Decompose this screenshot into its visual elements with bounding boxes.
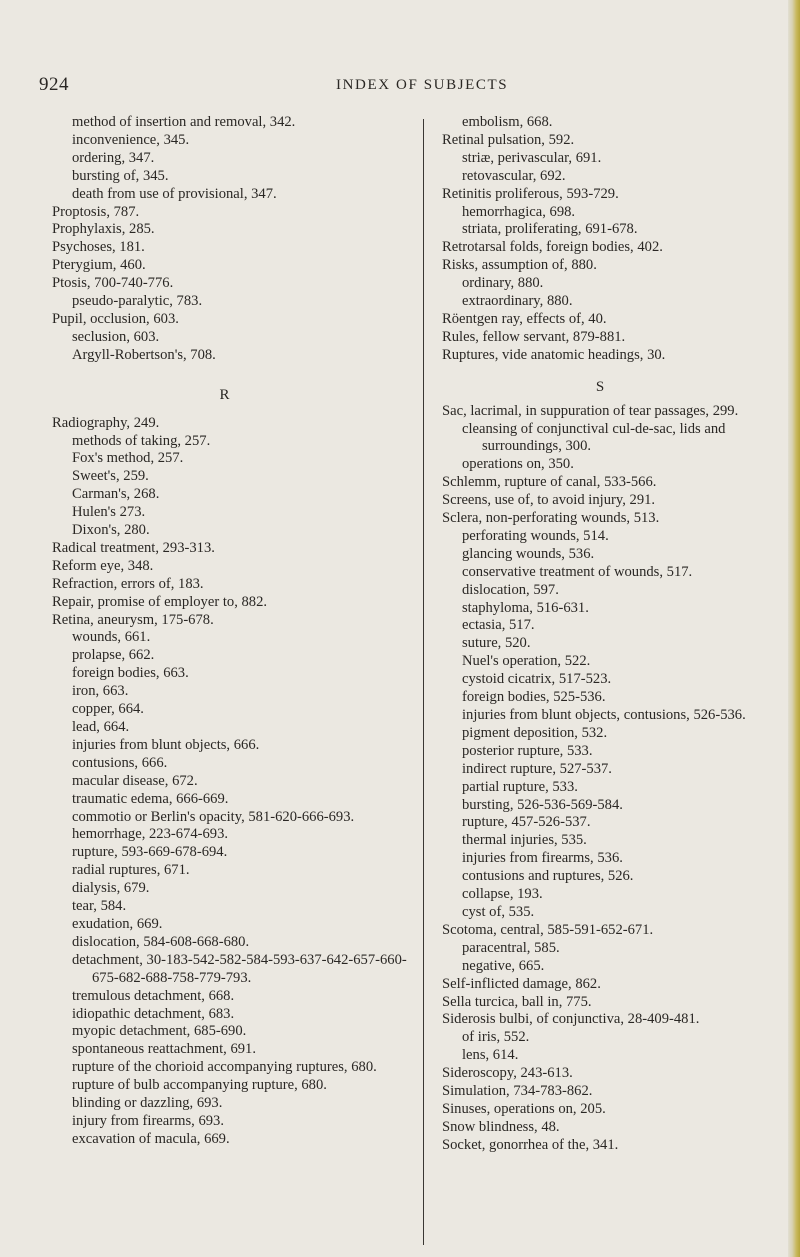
index-subentry: injuries from blunt objects, 666. <box>72 736 260 753</box>
index-subentry: perforating wounds, 514. <box>462 527 609 544</box>
index-subentry: rupture of the chorioid accompanying ruptures, 680. <box>72 1059 377 1076</box>
section-letter-r: R <box>219 386 230 403</box>
page-edge <box>788 0 800 1257</box>
index-entry: Socket, gonorrhea of the, 341. <box>442 1136 619 1153</box>
index-subentry: foreign bodies, 663. <box>72 665 189 682</box>
index-subentry: seclusion, 603. <box>72 328 160 345</box>
index-subentry: indirect rupture, 527-537. <box>462 760 612 777</box>
column-divider <box>423 119 424 1245</box>
index-entry: Radical treatment, 293-313. <box>52 539 215 556</box>
page-number: 924 <box>39 74 69 95</box>
index-subentry: cyst of, 535. <box>462 903 535 920</box>
left-index-block-p <box>52 114 409 365</box>
index-subentry: cystoid cicatrix, 517-523. <box>462 671 612 688</box>
index-subentry: injuries from firearms, 536. <box>462 850 623 867</box>
index-entry: Prophylaxis, 285. <box>52 221 155 238</box>
running-head: INDEX OF SUBJECTS <box>336 77 509 93</box>
index-subentry: posterior rupture, 533. <box>462 742 593 759</box>
index-subentry: contusions and ruptures, 526. <box>462 868 634 885</box>
index-subentry: embolism, 668. <box>462 114 553 130</box>
index-entry: Rules, fellow servant, 879-881. <box>442 328 626 345</box>
index-entry: Sinuses, operations on, 205. <box>442 1100 606 1117</box>
index-entry: Psychoses, 181. <box>52 239 145 256</box>
index-subentry: injuries from blunt objects, contusions, 526-536. <box>462 707 746 723</box>
index-subentry: operations on, 350. <box>462 456 574 473</box>
index-subentry: exudation, 669. <box>72 915 163 932</box>
index-entry: Reform eye, 348. <box>52 557 154 574</box>
index-subentry: death from use of provisional, 347. <box>72 185 277 202</box>
index-subentry: Nuel's operation, 522. <box>462 653 591 670</box>
index-subentry: iron, 663. <box>72 683 129 700</box>
index-subentry: macular disease, 672. <box>72 772 198 789</box>
index-subentry: contusions, 666. <box>72 754 168 771</box>
index-entry: Repair, promise of employer to, 882. <box>52 593 268 610</box>
index-subentry: commotio or Berlin's opacity, 581-620-666-693. <box>72 808 355 825</box>
index-subentry: bursting of, 345. <box>72 167 169 184</box>
index-subentry: rupture of bulb accompanying rupture, 680. <box>72 1077 327 1094</box>
index-subentry: Sweet's, 259. <box>72 468 149 485</box>
index-subentry: method of insertion and removal, 342. <box>72 114 296 130</box>
index-subentry: ordering, 347. <box>72 149 155 166</box>
index-subentry: retovascular, 692. <box>462 167 566 184</box>
right-column <box>442 114 770 1155</box>
index-entry: Refraction, errors of, 183. <box>52 575 204 592</box>
index-subentry: paracentral, 585. <box>462 939 560 956</box>
index-entry: Ruptures, vide anatomic headings, 30. <box>442 346 666 363</box>
index-entry: Scotoma, central, 585-591-652-671. <box>442 921 654 938</box>
index-subentry: partial rupture, 533. <box>462 778 578 795</box>
index-entry: Retrotarsal folds, foreign bodies, 402. <box>442 239 663 256</box>
index-entry: Röentgen ray, effects of, 40. <box>442 310 607 327</box>
index-subentry: ectasia, 517. <box>462 617 535 634</box>
index-subentry: idiopathic detachment, 683. <box>72 1005 235 1022</box>
index-subentry: injury from firearms, 693. <box>72 1112 224 1129</box>
page-header <box>0 74 800 104</box>
index-subentry: rupture, 593-669-678-694. <box>72 844 228 861</box>
index-subentry: dislocation, 584-608-668-680. <box>72 933 250 950</box>
index-subentry: hemorrhage, 223-674-693. <box>72 826 229 843</box>
section-letter-s: S <box>595 378 605 395</box>
index-entry: Self-inflicted damage, 862. <box>442 975 601 992</box>
index-subentry: blinding or dazzling, 693. <box>72 1095 223 1112</box>
index-subentry: tremulous detachment, 668. <box>72 987 235 1004</box>
right-index-block-r <box>442 114 770 365</box>
index-subentry: Hulen's 273. <box>72 504 146 521</box>
index-subentry: dislocation, 597. <box>462 581 559 598</box>
index-entry: Pterygium, 460. <box>52 257 146 274</box>
index-subentry: extraordinary, 880. <box>462 293 573 310</box>
index-subentry: staphyloma, 516-631. <box>462 599 589 616</box>
index-entry: Ptosis, 700-740-776. <box>52 275 174 292</box>
index-entry: Sac, lacrimal, in suppuration of tear passages, 299. <box>442 402 739 419</box>
index-subentry: foreign bodies, 525-536. <box>462 689 606 706</box>
index-subentry: spontaneous reattachment, 691. <box>72 1041 256 1058</box>
index-subentry: myopic detachment, 685-690. <box>72 1023 247 1040</box>
index-entry: Screens, use of, to avoid injury, 291. <box>442 492 656 509</box>
index-subentry: tear, 584. <box>72 898 127 915</box>
index-subentry: hemorrhagica, 698. <box>462 203 576 220</box>
index-subentry: pigment deposition, 532. <box>462 724 608 741</box>
index-subentry: of iris, 552. <box>462 1029 530 1046</box>
index-subentry: copper, 664. <box>72 701 144 718</box>
index-subentry: bursting, 526-536-569-584. <box>462 796 623 813</box>
index-entry: Retinal pulsation, 592. <box>442 131 575 148</box>
index-entry: Siderosis bulbi, of conjunctiva, 28-409-481. <box>442 1011 700 1028</box>
index-entry: Sideroscopy, 243-613. <box>442 1065 573 1082</box>
index-subentry: Dixon's, 280. <box>72 522 150 539</box>
index-entry: Simulation, 734-783-862. <box>442 1083 593 1100</box>
index-subentry: detachment, 30-183-542-582-584-593-637-642-657-660-675-682-688-758-779-793. <box>72 951 407 986</box>
index-subentry: inconvenience, 345. <box>72 131 190 148</box>
index-entry: Retina, aneurysm, 175-678. <box>52 611 214 628</box>
index-entry: Pupil, occlusion, 603. <box>52 310 179 327</box>
index-entry: Risks, assumption of, 880. <box>442 257 597 274</box>
index-subentry: pseudo-paralytic, 783. <box>72 293 203 310</box>
left-index-block-r <box>52 415 409 1149</box>
right-index-block-s <box>442 403 770 1155</box>
index-subentry: thermal injuries, 535. <box>462 832 587 849</box>
index-subentry: striata, proliferating, 691-678. <box>462 221 638 238</box>
index-subentry: radial ruptures, 671. <box>72 862 190 879</box>
index-entry: Sella turcica, ball in, 775. <box>442 993 592 1010</box>
index-subentry: methods of taking, 257. <box>72 432 211 449</box>
index-subentry: dialysis, 679. <box>72 880 150 897</box>
index-entry: Retinitis proliferous, 593-729. <box>442 185 619 202</box>
index-subentry: rupture, 457-526-537. <box>462 814 591 831</box>
index-subentry: suture, 520. <box>462 635 531 652</box>
index-subentry: excavation of macula, 669. <box>72 1130 230 1147</box>
index-subentry: cleansing of conjunctival cul-de-sac, lids and surroundings, 300. <box>462 420 726 455</box>
index-subentry: lens, 614. <box>462 1047 519 1064</box>
index-subentry: striæ, perivascular, 691. <box>462 149 602 166</box>
index-subentry: traumatic edema, 666-669. <box>72 790 229 807</box>
index-entry: Sclera, non-perforating wounds, 513. <box>442 510 660 527</box>
index-subentry: Carman's, 268. <box>72 486 160 503</box>
index-subentry: collapse, 193. <box>462 886 543 903</box>
index-entry: Radiography, 249. <box>52 414 160 431</box>
index-entry: Proptosis, 787. <box>52 203 140 220</box>
index-entry: Schlemm, rupture of canal, 533-566. <box>442 474 657 491</box>
index-subentry: negative, 665. <box>462 957 545 974</box>
index-subentry: wounds, 661. <box>72 629 151 646</box>
index-subentry: prolapse, 662. <box>72 647 155 664</box>
left-column <box>52 114 409 1149</box>
index-subentry: Fox's method, 257. <box>72 450 184 467</box>
index-subentry: Argyll-Robertson's, 708. <box>72 346 216 363</box>
index-subentry: lead, 664. <box>72 719 130 735</box>
index-subentry: conservative treatment of wounds, 517. <box>462 563 693 580</box>
index-entry: Snow blindness, 48. <box>442 1118 560 1135</box>
index-subentry: ordinary, 880. <box>462 275 544 292</box>
index-subentry: glancing wounds, 536. <box>462 545 595 562</box>
